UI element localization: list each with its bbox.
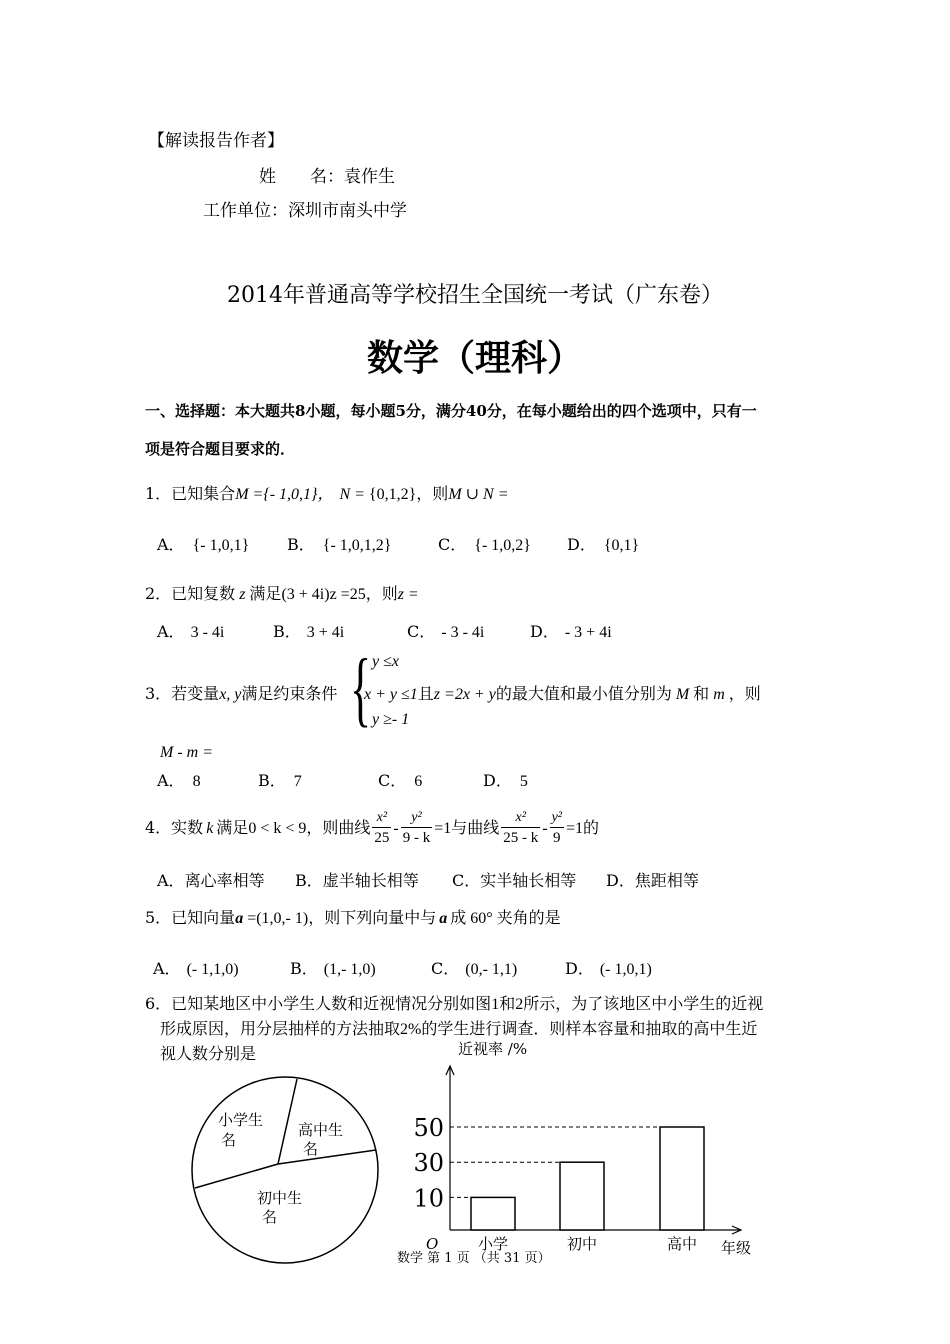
option-value: 6 [414,773,423,790]
frac-num: x² [372,809,391,828]
q2-stem-b: 满足 [249,584,282,603]
q2-stem-a: 2．已知复数 [145,584,236,603]
option-value: (- 1,0,1) [599,961,652,978]
option-value: - 3 + 4i [564,624,612,641]
section1-line2: 项是符合题目要求的． [145,440,296,458]
option-label: B． [287,535,315,554]
option-value: 虚半轴长相等 [322,871,419,890]
q2-option-b[interactable] [273,619,344,642]
q3-option-a[interactable] [157,768,201,791]
q1-stem-a: 1．已知集合 [145,484,236,503]
option-value: 8 [192,773,201,790]
x-tick-label: 小学 [477,1235,509,1253]
option-label: A． [153,959,181,978]
option-label: A． [157,622,185,641]
section1-line1: 一、选择题：本大题共8小题，每小题5分，满分40分，在每小题给出的四个选项中，只有一 [145,402,757,420]
q3-objective: z =2x + y [433,686,496,703]
q3-vars: x, y [219,686,242,703]
option-value: 焦距相等 [634,871,699,890]
q4-stem-c: ，则曲线 [306,818,371,837]
q5-stem-a: 5．已知向量 [145,908,236,927]
frac-den: 9 - k [402,830,431,846]
q1-set-n-val: 0,1,2 [376,486,409,503]
question-6-line1 [145,991,763,1014]
q3-option-d[interactable] [483,768,528,791]
option-label: C． [407,622,436,641]
q4-frac-2 [401,809,433,848]
option-label: D． [606,871,635,890]
frac-num: x² [501,809,540,828]
author-name-label: 姓 名： [259,167,344,187]
q4-ineq: 0 < k < 9 [248,820,307,837]
q6-pct: 2% [400,1021,422,1038]
question-5-stem [145,905,561,928]
q5-angle: 60° [470,910,493,927]
y-tick-label: 10 [413,1184,444,1213]
option-value: 离心率相等 [184,871,265,890]
pie-label-middle-1: 初中生 [257,1189,303,1207]
option-value: 3 + 4i [306,624,345,641]
option-label: B． [258,771,286,790]
option-value: (1,- 1,0) [323,961,376,978]
y-axis-label: 近视率 /% [458,1040,528,1058]
q3-option-b[interactable] [258,768,302,791]
author-name: 袁作生 [344,167,395,187]
bar-chart [405,1034,765,1260]
pie-label-middle-2: 名 [262,1208,278,1226]
option-value: - 1,0,1 [200,537,242,554]
option-label: C． [452,871,481,890]
q3-line2: M - m = [160,744,214,761]
author-org-label: 工作单位： [203,201,288,221]
q3-stem-a: 3．若变量 [145,684,220,703]
q4-stem-a: 4．实数 [145,818,204,837]
option-label: C． [378,771,407,790]
bar-1 [471,1197,515,1230]
constraint-brace: { [350,642,372,736]
pie-label-primary-2: 名 [221,1131,237,1149]
q5-vec-a2: a [439,910,448,927]
option-label: C． [438,535,467,554]
x-axis-label: 年级 [721,1239,752,1257]
q5-option-a[interactable] [153,956,239,979]
y-tick-label: 50 [413,1114,444,1142]
option-value: (0,- 1,1) [465,961,518,978]
option-label: B． [290,959,318,978]
q2-tail: z = [397,586,419,603]
q4-var-k: k [206,820,214,837]
frac-num: y² [550,809,564,828]
option-value: 0,1 [611,537,632,554]
pie-label-high-2: 名 [303,1140,319,1158]
q3-stem-b: 满足约束条件 [241,684,338,703]
subject-title: 数学（理科） [366,338,583,379]
author-org: 深圳市南头中学 [288,201,407,221]
q5-stem-d: 夹角的是 [496,908,561,927]
q4-stem-b: 满足 [216,818,249,837]
pie-label-high-1: 高中生 [298,1121,344,1139]
q6-fig1: 1 [491,996,500,1013]
question-2-stem [145,581,419,604]
option-value: 5 [519,773,528,790]
author-org-row [203,196,407,221]
option-label: D． [483,771,512,790]
q3-and: 和 [693,684,710,703]
option-value: - 3 - 4i [441,624,485,641]
q6-l2b: 的学生进行调查．则样本容量和抽取的高中生近 [421,1019,758,1038]
q4-option-d[interactable] [606,868,699,891]
option-label: A． [157,771,185,790]
question-6-line3: 视人数分别是 [160,1044,257,1063]
pie-chart [185,1070,385,1270]
q2-stem-c: ，则 [365,584,398,603]
q3-constraint-3: y ≥- 1 [372,711,410,728]
q4-option-c[interactable] [452,868,576,891]
origin-label: O [426,1235,439,1253]
q3-constraint-2-row [364,681,761,704]
option-label: D． [565,959,594,978]
frac-den: 25 - k [503,830,539,846]
option-label: A． [157,871,185,890]
x-tick-label: 初中 [566,1235,598,1253]
q4-option-a[interactable] [157,868,265,891]
q4-frac-1 [372,809,391,848]
q6-l1b: 所示，为了该地区中小学生的近视 [523,994,764,1013]
question-4-stem [145,806,599,851]
q3-stem-d: ，则 [728,684,761,703]
frac-den: 9 [553,830,561,846]
question-1-stem: 1．已知集合M ={- 1,0,1}， N = {0,1,2}，则M ∪ N = [145,484,509,503]
q1-stem-b: ，则 [416,484,449,503]
q3-var-M: M [675,686,690,703]
q4-frac-3 [501,809,540,848]
q5-stem-c: 成 [450,908,467,927]
q5-eq: =(1,0,- 1) [247,910,309,927]
bar-3 [660,1127,704,1230]
q1-expr: M ∪ N = [448,486,509,503]
q4-minus: - [393,820,399,837]
q2-option-a[interactable] [157,619,224,642]
q6-l1a: 6．已知某地区中小学生人数和近视情况分别如图 [145,994,492,1013]
q4-minus: - [542,820,548,837]
q6-l2a: 形成原因，用分层抽样的方法抽取 [160,1019,401,1038]
option-value: 3 - 4i [190,624,225,641]
option-label: D． [530,622,559,641]
q3-stem-c: 的最大值和最小值分别为 [495,684,672,703]
q1-option-d[interactable]: D． {0,1} [567,535,640,554]
frac-num: y² [401,809,433,828]
q4-stem-d: 与曲线 [451,818,500,837]
x-tick-label: 高中 [666,1235,698,1253]
pie-divider [278,1150,376,1164]
q3-join: 且 [417,684,434,703]
option-value: 实半轴长相等 [480,871,577,890]
option-label: C． [431,959,460,978]
pie-divider [278,1079,297,1164]
q3-option-c[interactable] [378,768,422,791]
frac-den: 25 [374,830,390,846]
q2-option-c[interactable] [407,619,484,642]
y-tick-label: 30 [413,1149,444,1178]
option-label: B． [295,871,323,890]
q2-var-z: z [239,586,246,603]
q3-constraint-1: y ≤x [372,653,399,670]
q6-and: 和 [499,994,516,1013]
q4-stem-e: 的 [583,818,600,837]
q4-frac-4 [550,809,564,848]
q5-stem-b: ，则下列向量中与 [308,908,437,927]
q4-eq1: =1 [434,820,452,837]
question-3-stem [145,681,337,704]
q5-vec-a: a [235,910,244,927]
q2-option-d[interactable] [530,619,612,642]
page-footer: 数学 第 1 页 （共 31 页） [397,1251,551,1266]
option-label: A． [157,535,185,554]
q1-option-a[interactable]: A． {- 1,0,1} [157,535,250,554]
q1-option-b[interactable]: B． {- 1,0,1,2} [287,535,392,554]
exam-title: 2014年普通高等学校招生全国统一考试（广东卷） [227,283,723,308]
q1-option-c[interactable]: C． {- 1,0,2} [438,535,531,554]
q4-eq2: =1 [566,820,584,837]
option-label: D． [567,535,596,554]
q5-option-b[interactable] [290,956,376,979]
q2-eq: (3 + 4i)z =25 [281,586,366,603]
option-label: B． [273,622,301,641]
bar-2 [560,1162,604,1230]
option-value: (- 1,1,0) [186,961,239,978]
q5-option-c[interactable] [431,956,517,979]
pie-divider [195,1164,278,1188]
q4-option-b[interactable] [295,868,419,891]
q1-set-m: M ={- 1,0,1}， [235,486,334,503]
pie-outline [192,1077,378,1263]
q3-constraint-2: x + y ≤1 [364,686,418,703]
q5-option-d[interactable] [565,956,652,979]
option-value: - 1,0,2 [481,537,524,554]
pie-label-primary-1: 小学生 [218,1111,264,1129]
author-name-row [259,162,395,187]
q1-set-n: N = [339,486,365,503]
option-value: 7 [293,773,302,790]
q6-fig2: 2 [515,996,524,1013]
author-heading: 【解读报告作者】 [148,131,284,151]
q3-var-m: m [713,686,725,703]
option-value: - 1,0,1,2 [330,537,384,554]
